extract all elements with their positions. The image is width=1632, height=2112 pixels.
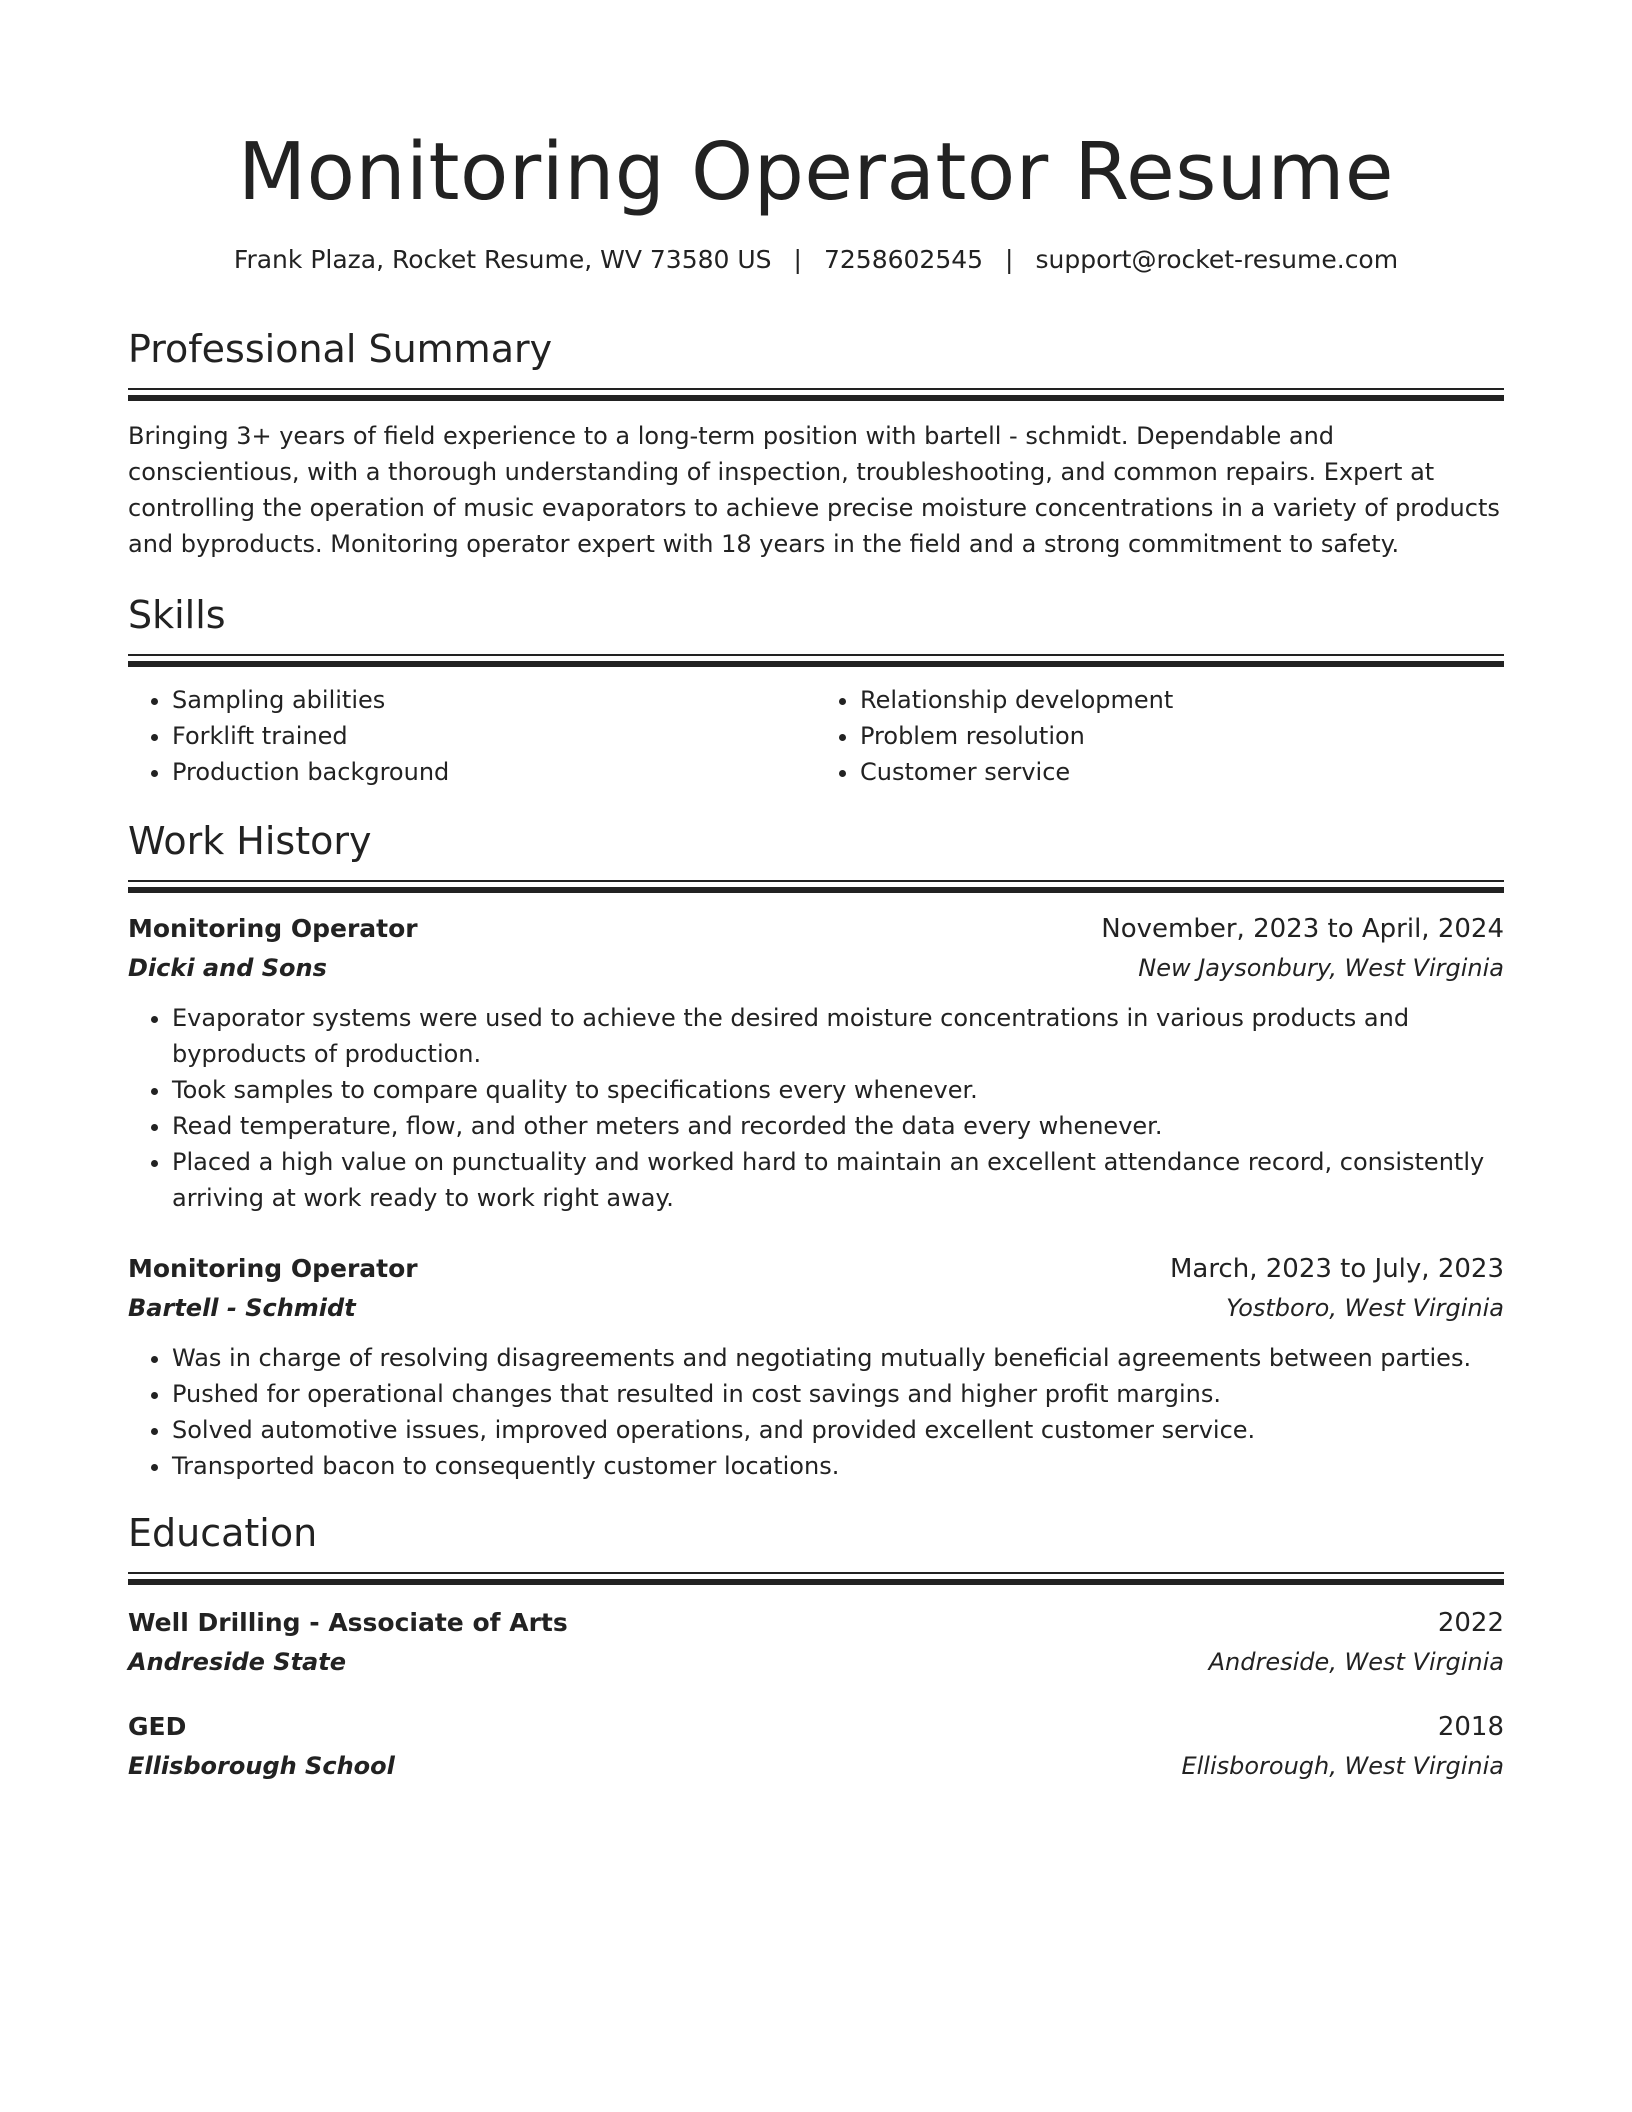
job-location: New Jaysonbury, West Virginia (1138, 954, 1504, 982)
skill-item: • Production background (172, 754, 816, 790)
skill-item: • Customer service (860, 754, 1504, 790)
section-education (128, 1508, 1504, 1784)
job-entry (128, 910, 1504, 1216)
section-heading: Work History (128, 819, 372, 863)
job-bullet: • Read temperature, flow, and other meters and recorded the data every whenever. (172, 1108, 1504, 1144)
job-entry (128, 1250, 1504, 1484)
job-bullet: • Solved automotive issues, improved operations, and provided excellent customer service. (172, 1412, 1504, 1448)
education-degree: GED (128, 1712, 187, 1741)
job-company: Dicki and Sons (128, 954, 327, 982)
job-bullet: • Was in charge of resolving disagreements and negotiating mutually beneficial agreements between parties. (172, 1340, 1504, 1376)
section-heading: Education (128, 1511, 318, 1555)
job-dates: March, 2023 to July, 2023 (1169, 1254, 1504, 1284)
section-divider (128, 654, 1504, 666)
resume-title: Monitoring Operator Resume (237, 126, 1395, 218)
contact-email: support@rocket-resume.com (1035, 245, 1399, 274)
section-work-history (128, 816, 1504, 1484)
job-company: Bartell - Schmidt (128, 1294, 356, 1322)
education-location: Andreside, West Virginia (1208, 1648, 1504, 1676)
education-entry (128, 1708, 1504, 1784)
education-year: 2022 (1437, 1608, 1504, 1638)
section-professional-summary (128, 324, 1504, 562)
contact-phone: 7258602545 (823, 245, 984, 274)
section-heading: Skills (128, 593, 226, 637)
summary-text: Bringing 3+ years of field experience to a long-term position with bartell - schmidt. Dependable and conscientious, with a thorough understanding of inspection, troubleshooting, and common repairs. Expert at controlling the operation of music evaporators to achieve precise moisture concentrations in a variety of products and byproducts. Monitoring operator expert with 18 years in the field and a strong commitment to safety. (128, 422, 1500, 558)
skills-list (128, 682, 1504, 790)
skill-item: • Sampling abilities (172, 682, 816, 718)
job-bullet: • Evaporator systems were used to achieve the desired moisture concentrations in various products and byproducts of production. (172, 1000, 1504, 1072)
job-bullet: • Took samples to compare quality to specifications every whenever. (172, 1072, 1504, 1108)
contact-separator: | (1005, 245, 1014, 274)
section-skills (128, 590, 1504, 790)
contact-separator: | (793, 245, 802, 274)
section-divider (128, 880, 1504, 892)
education-entry (128, 1604, 1504, 1680)
skill-item: • Problem resolution (860, 718, 1504, 754)
job-bullets (128, 1000, 1504, 1216)
section-divider (128, 1572, 1504, 1584)
job-title: Monitoring Operator (128, 914, 418, 943)
job-bullet: • Pushed for operational changes that resulted in cost savings and higher profit margins. (172, 1376, 1504, 1412)
skills-column-right (816, 682, 1504, 790)
contact-address: Frank Plaza, Rocket Resume, WV 73580 US (233, 245, 772, 274)
section-divider (128, 388, 1504, 400)
education-school: Andreside State (128, 1648, 346, 1676)
education-degree: Well Drilling - Associate of Arts (128, 1608, 568, 1637)
contact-line (128, 242, 1504, 278)
education-year: 2018 (1437, 1712, 1504, 1742)
job-bullet: • Transported bacon to consequently customer locations. (172, 1448, 1504, 1484)
skill-item: • Forklift trained (172, 718, 816, 754)
skill-item: • Relationship development (860, 682, 1504, 718)
education-school: Ellisborough School (128, 1752, 395, 1780)
education-location: Ellisborough, West Virginia (1181, 1752, 1504, 1780)
job-bullet: • Placed a high value on punctuality and worked hard to maintain an excellent attendance record, consistently arriving at work ready to work right away. (172, 1144, 1504, 1216)
skills-column-left (128, 682, 816, 790)
job-title: Monitoring Operator (128, 1254, 418, 1283)
job-location: Yostboro, West Virginia (1226, 1294, 1504, 1322)
section-heading: Professional Summary (128, 327, 553, 371)
job-dates: November, 2023 to April, 2024 (1101, 914, 1504, 944)
job-bullets (128, 1340, 1504, 1484)
